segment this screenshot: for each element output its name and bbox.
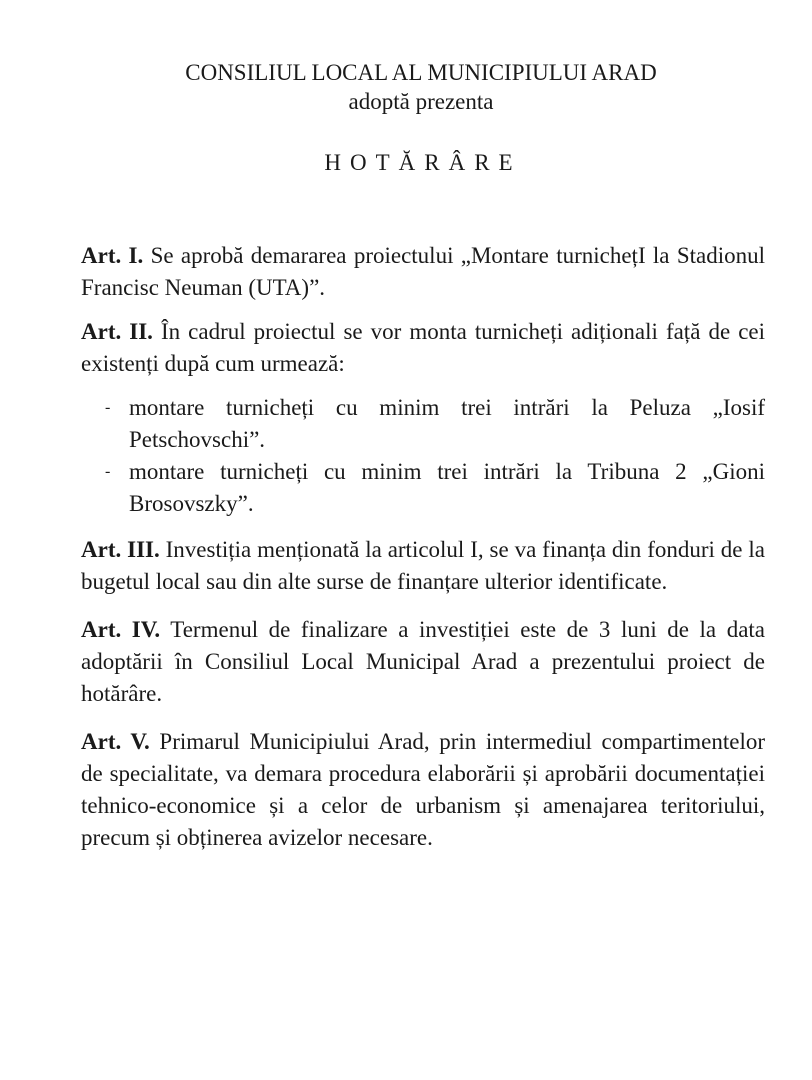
list-item-text: montare turnicheți cu minim trei intrări la Tribuna 2 „Gioni Brosovszky”. xyxy=(129,459,765,516)
article-3 xyxy=(81,534,765,598)
list-bullet: - xyxy=(105,399,111,416)
article-4-text: Termenul de finalizare a investiției este de 3 luni de la data adoptării în Consiliul Local Municipal Arad a prezentului proiect de hotărâre. xyxy=(81,617,765,706)
article-3-label: Art. III. xyxy=(81,537,160,562)
document-title: HOTĂRÂRE xyxy=(324,150,522,175)
article-1-text: Se aprobă demararea proiectului „Montare turnichețI la Stadionul Francisc Neuman (UTA)”. xyxy=(81,243,766,300)
list-item xyxy=(81,456,765,520)
document-body xyxy=(81,240,765,854)
article-5-label: Art. V. xyxy=(81,729,150,754)
article-4 xyxy=(81,614,765,710)
article-1-label: Art. I. xyxy=(81,243,144,268)
article-2 xyxy=(81,316,765,380)
document-header xyxy=(0,0,812,116)
article-2-text: În cadrul proiectul se vor monta turnicheți adiționali față de cei existenți după cum urmează: xyxy=(81,319,765,376)
turnstile-list xyxy=(81,392,765,520)
adopts-line: adoptă prezenta xyxy=(348,89,494,114)
article-3-text: Investiția menționată la articolul I, se va finanța din fonduri de la bugetul local sau din alte surse de finanțare ulterior identificate. xyxy=(81,537,765,594)
article-1 xyxy=(81,240,765,304)
list-item xyxy=(81,392,765,456)
article-5-text: Primarul Municipiului Arad, prin intermediul compartimentelor de specialitate, va demara procedura elaborării și aprobării documentației tehnico-economice și a celor de urbanism și amenajarea teritoriului, precum și obținerea avizelor necesare. xyxy=(81,729,765,850)
article-4-label: Art. IV. xyxy=(81,617,161,642)
council-name: CONSILIUL LOCAL AL MUNICIPIULUI ARAD xyxy=(185,60,657,85)
list-item-text: montare turnicheți cu minim trei intrări la Peluza „Iosif Petschovschi”. xyxy=(129,395,765,452)
list-bullet: - xyxy=(105,463,111,480)
article-5 xyxy=(81,726,765,854)
article-2-label: Art. II. xyxy=(81,319,153,344)
